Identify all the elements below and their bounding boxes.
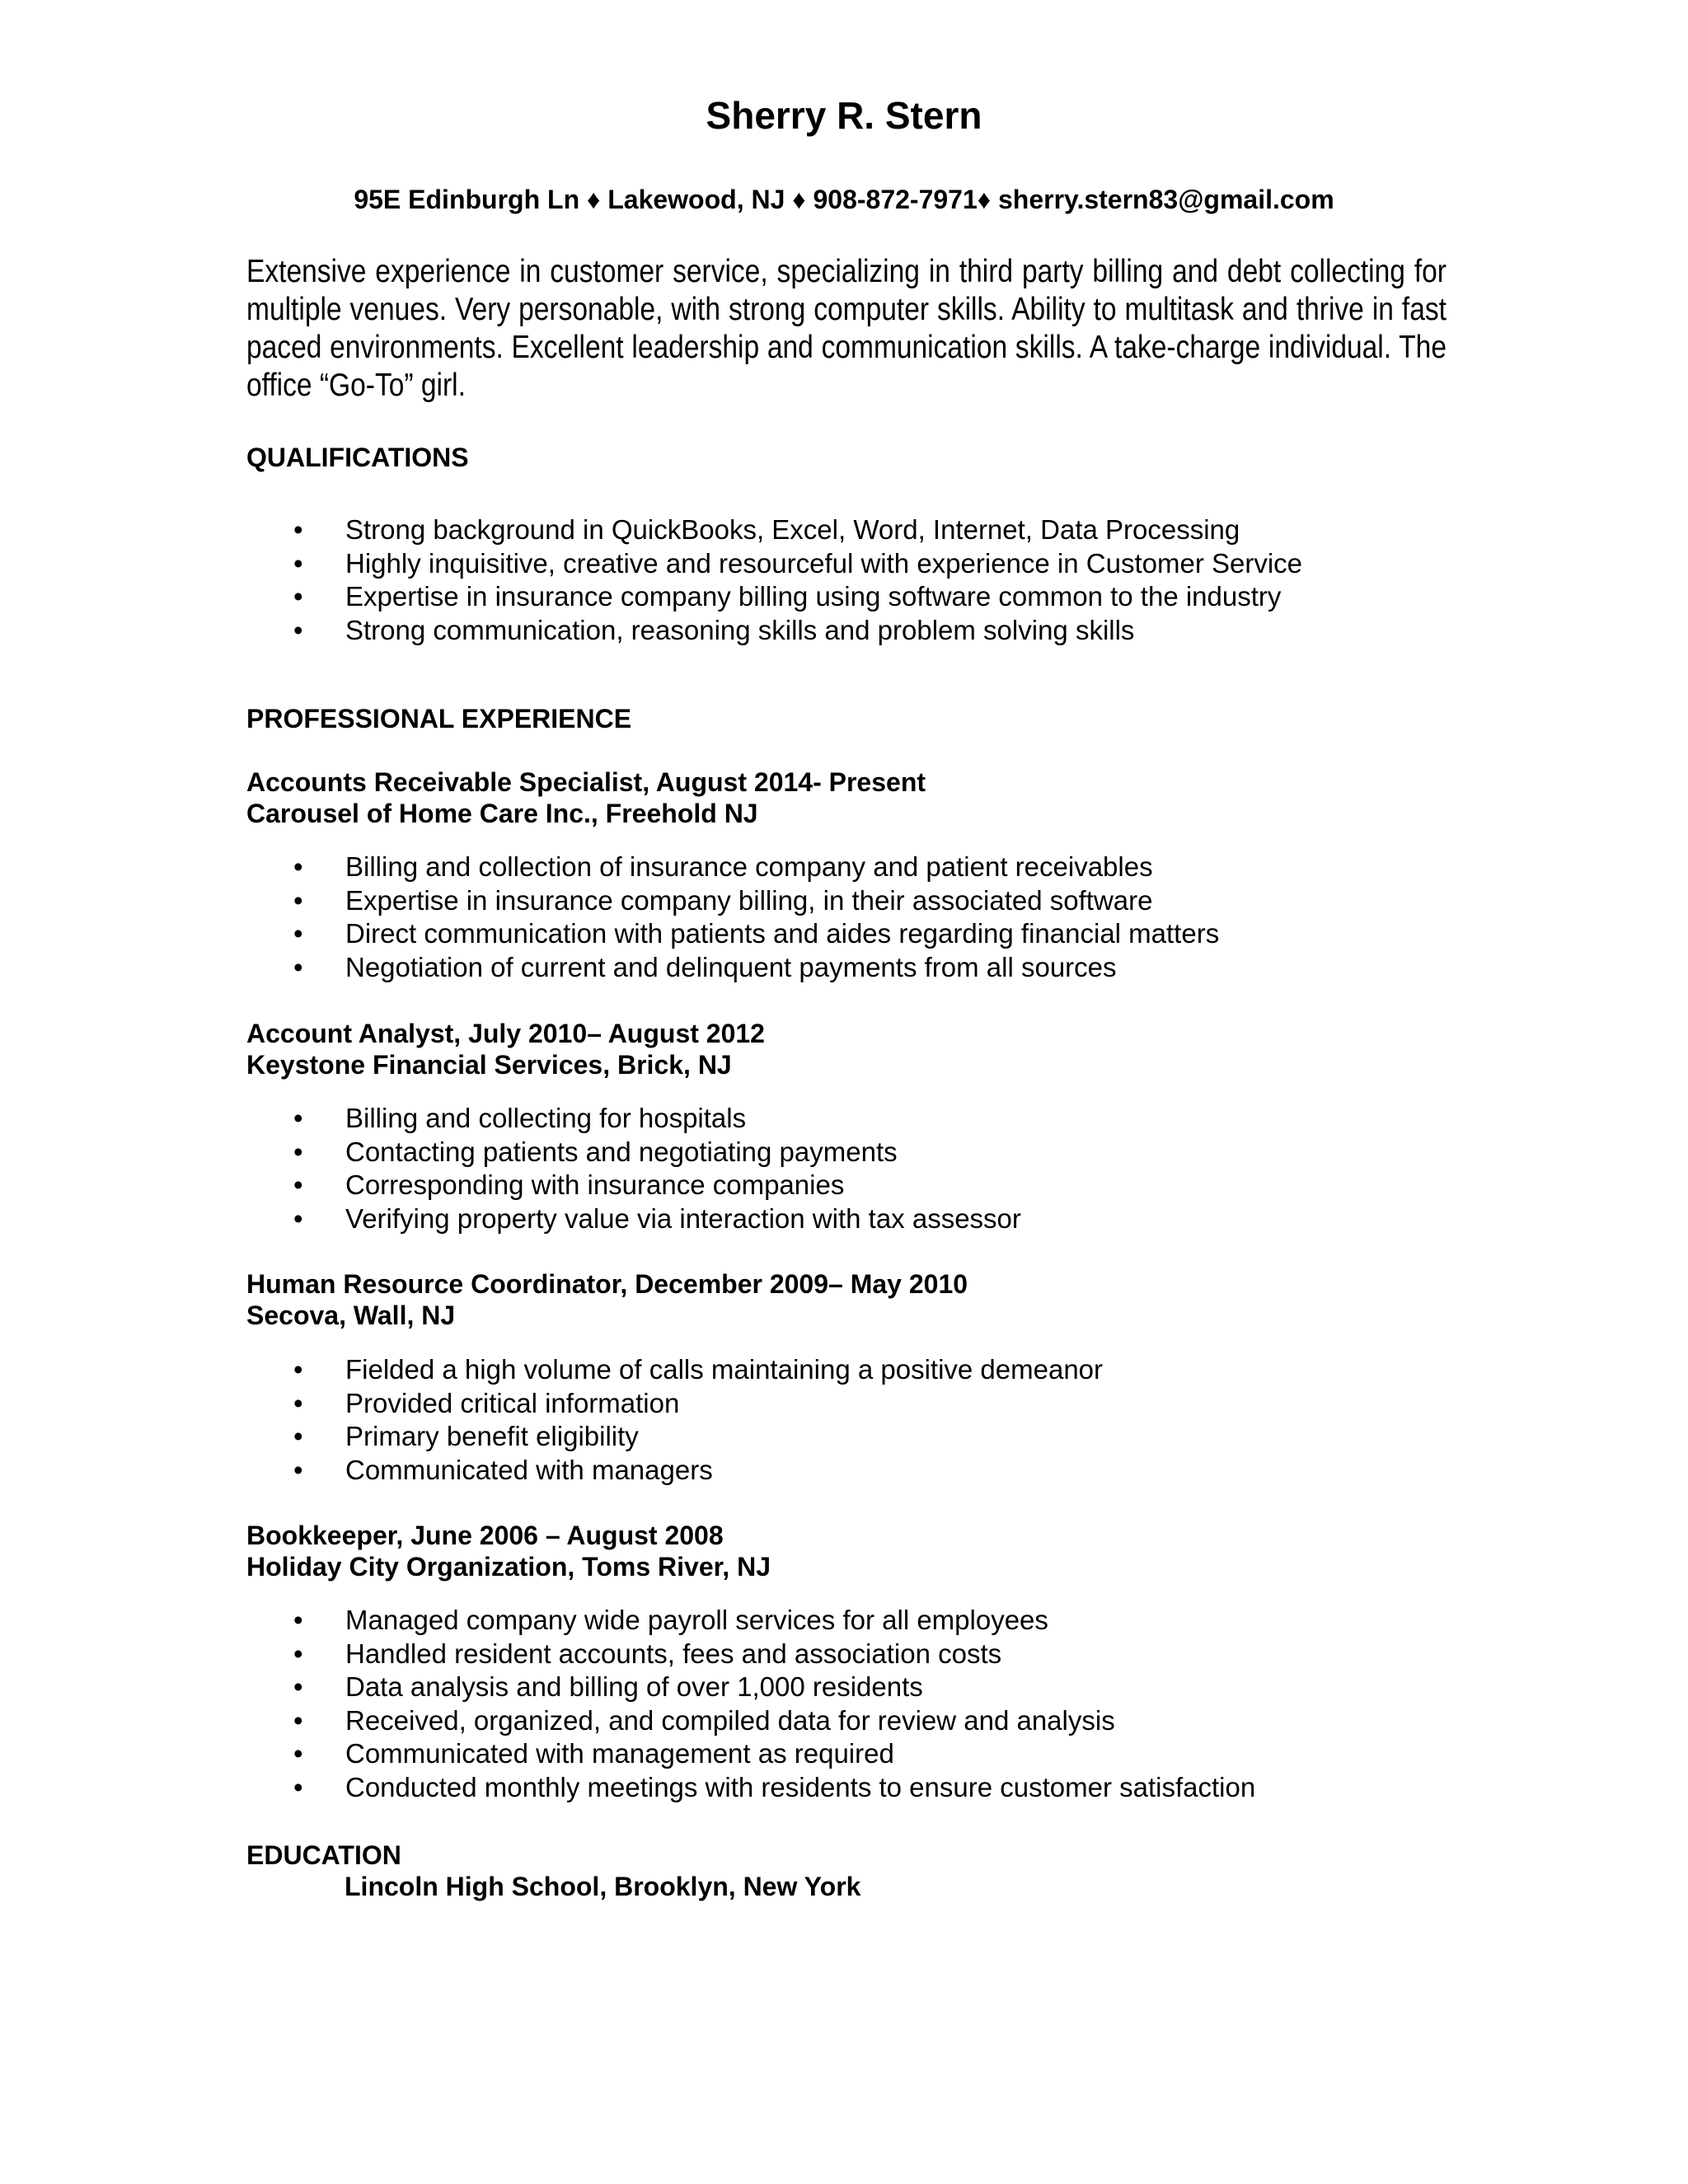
bullet-icon: •	[293, 1638, 303, 1669]
bullet-icon: •	[293, 614, 303, 645]
job-duties-list	[293, 1604, 1255, 1804]
bullet-icon: •	[293, 1605, 303, 1635]
bullet-icon: •	[293, 1421, 303, 1451]
job-duties-list	[293, 851, 1219, 984]
list-item: • Communicated with managers	[293, 1454, 713, 1485]
job-title: Accounts Receivable Specialist, August 2014- Present	[246, 767, 926, 797]
list-item: • Expertise in insurance company billing, in their associated software	[293, 884, 1153, 916]
bullet-icon: •	[293, 514, 303, 545]
bullet-icon: •	[293, 1202, 303, 1234]
list-item: • Direct communication with patients and aides regarding financial matters	[293, 918, 1220, 949]
summary-line: paced environments. Excellent leadership and communication skills. A take-charge individual. The	[246, 330, 1447, 365]
list-item: • Strong background in QuickBooks, Excel, Word, Internet, Data Processing	[293, 514, 1240, 545]
contact-line: 95E Edinburgh Ln ♦ Lakewood, NJ ♦ 908-872-7971♦ sherry.stern83@gmail.com	[354, 185, 1334, 214]
bullet-icon: •	[293, 884, 303, 916]
list-item: • Conducted monthly meetings with residents to ensure customer satisfaction	[293, 1771, 1256, 1802]
list-item: • Expertise in insurance company billing using software common to the industry	[293, 581, 1282, 612]
job-company: Holiday City Organization, Toms River, NJ	[246, 1552, 771, 1582]
job-title: Bookkeeper, June 2006 – August 2008	[246, 1521, 724, 1550]
job-title: Human Resource Coordinator, December 2009– May 2010	[246, 1269, 968, 1299]
job-company: Carousel of Home Care Inc., Freehold NJ	[246, 799, 758, 828]
bullet-icon: •	[293, 851, 303, 882]
list-item: • Corresponding with insurance companies	[293, 1169, 845, 1200]
bullet-icon: •	[293, 1671, 303, 1702]
bullet-icon: •	[293, 1354, 303, 1385]
list-item: • Data analysis and billing of over 1,000 residents	[293, 1671, 923, 1702]
education-heading: EDUCATION	[246, 1840, 401, 1870]
job-company: Secova, Wall, NJ	[246, 1301, 456, 1330]
job-duties-list	[293, 1353, 1103, 1487]
list-item: • Highly inquisitive, creative and resourceful with experience in Customer Service	[293, 547, 1303, 579]
list-item: • Negotiation of current and delinquent payments from all sources	[293, 951, 1117, 982]
list-item: • Primary benefit eligibility	[293, 1421, 639, 1451]
education-school: Lincoln High School, Brooklyn, New York	[345, 1872, 861, 1901]
qualifications-heading: QUALIFICATIONS	[246, 443, 469, 472]
bullet-icon: •	[293, 1387, 303, 1418]
bullet-icon: •	[293, 1103, 303, 1133]
list-item: • Billing and collection of insurance company and patient receivables	[293, 851, 1153, 882]
summary-line: multiple venues. Very personable, with strong computer skills. Ability to multitask and thrive in fast	[246, 292, 1447, 327]
list-item: • Received, organized, and compiled data for review and analysis	[293, 1704, 1115, 1736]
summary-paragraph	[246, 253, 1447, 405]
bullet-icon: •	[293, 1704, 303, 1736]
list-item: • Provided critical information	[293, 1387, 680, 1418]
list-item: • Managed company wide payroll services for all employees	[293, 1605, 1048, 1635]
bullet-icon: •	[293, 1169, 303, 1200]
qualifications-list	[293, 513, 1302, 647]
job-duties-list	[293, 1102, 1021, 1235]
job-company: Keystone Financial Services, Brick, NJ	[246, 1050, 732, 1080]
list-item: • Communicated with management as required	[293, 1738, 894, 1769]
experience-heading: PROFESSIONAL EXPERIENCE	[246, 704, 632, 733]
list-item: • Billing and collecting for hospitals	[293, 1103, 747, 1133]
bullet-icon: •	[293, 951, 303, 982]
list-item: • Strong communication, reasoning skills and problem solving skills	[293, 614, 1135, 645]
list-item: • Fielded a high volume of calls maintaining a positive demeanor	[293, 1354, 1104, 1385]
bullet-icon: •	[293, 1136, 303, 1167]
bullet-icon: •	[293, 547, 303, 579]
bullet-icon: •	[293, 581, 303, 612]
summary-line: office “Go-To” girl.	[246, 368, 466, 403]
list-item: • Verifying property value via interaction with tax assessor	[293, 1202, 1021, 1234]
job-title: Account Analyst, July 2010– August 2012	[246, 1019, 765, 1048]
bullet-icon: •	[293, 1454, 303, 1485]
bullet-icon: •	[293, 918, 303, 949]
bullet-icon: •	[293, 1738, 303, 1769]
resume-name: Sherry R. Stern	[706, 94, 982, 137]
bullet-icon: •	[293, 1771, 303, 1802]
list-item: • Contacting patients and negotiating payments	[293, 1136, 898, 1167]
list-item: • Handled resident accounts, fees and association costs	[293, 1638, 1002, 1669]
summary-line: Extensive experience in customer service, specializing in third party billing and debt collecting for	[246, 254, 1447, 289]
